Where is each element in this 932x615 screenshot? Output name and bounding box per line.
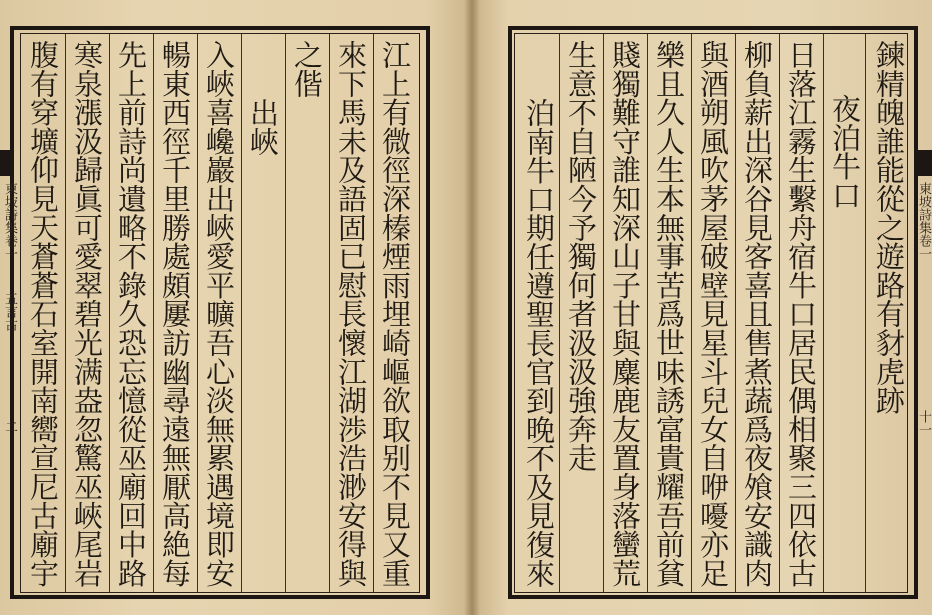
text-column: 與酒朔風吹茅屋破壁見星斗兒女自咿嚘亦足: [696, 40, 730, 588]
fishtail-mark: [914, 150, 932, 176]
book-gutter: [464, 0, 480, 615]
text-column: 泊南牛口期任遵聖長官到晚不及見復來: [522, 98, 556, 588]
text-column: 日落江霧生繫舟宿牛口居民偶相聚三四依古: [784, 40, 818, 588]
column-rule: [559, 34, 560, 592]
column-rule: [603, 34, 604, 592]
text-column: 先上前詩尚遺略不錄久恐忘憶從巫廟回中路: [114, 40, 148, 588]
margin-page-number: 二: [2, 420, 17, 433]
text-column: 之偕: [290, 40, 324, 98]
text-column: 來下馬未及語固已慰長懷江湖渉浩渺安得與: [334, 40, 368, 588]
column-rule: [647, 34, 648, 592]
margin-book-title: 東坡詩集卷一: [916, 182, 931, 260]
column-rule: [109, 34, 110, 592]
column-rule: [373, 34, 374, 592]
text-column: 樂且久人生本無事苦爲世味誘富貴耀吾前貧: [652, 40, 686, 588]
text-column: 暢東西徑千里勝處頗屢訪幽尋遠無厭高絶每: [158, 40, 192, 588]
column-rule: [823, 34, 824, 592]
column-rule: [329, 34, 330, 592]
text-column: 江上有微徑深榛煙雨埋崎嶇欲取别不見又重: [378, 40, 412, 588]
column-rule: [197, 34, 198, 592]
fishtail-mark: [0, 150, 10, 176]
column-rule: [65, 34, 66, 592]
text-column: 鍊精魄誰能從之遊路有豺虎跡: [872, 40, 906, 415]
column-rule: [865, 34, 866, 592]
right-page-text-block: [514, 33, 908, 593]
poem-title: 出峽: [246, 98, 280, 156]
column-rule: [285, 34, 286, 592]
text-column: 生意不自陋今予獨何者汲汲強奔走: [564, 40, 598, 473]
poem-title: 夜泊牛口: [828, 94, 862, 210]
column-rule: [241, 34, 242, 592]
margin-page-number: 十一: [916, 410, 931, 436]
column-rule: [153, 34, 154, 592]
left-page-text-block: [20, 33, 420, 593]
column-rule: [735, 34, 736, 592]
text-column: 入峽喜巉巖出峽愛平曠吾心淡無累遇境即安: [202, 40, 236, 588]
column-rule: [779, 34, 780, 592]
margin-section-label: 五言古: [2, 292, 17, 331]
margin-book-title: 東坡詩集卷一: [2, 182, 17, 260]
column-rule: [691, 34, 692, 592]
text-column: 柳負薪出深谷見客喜且售煮蔬爲夜飧安識肉: [740, 40, 774, 588]
text-column: 腹有穿壙仰見天蒼蒼石室開南嚮宣尼古廟宇: [26, 40, 60, 588]
text-column: 賤獨難守誰知深山子甘與麋鹿友置身落蠻荒: [608, 40, 642, 588]
text-column: 寒泉漲汲歸眞可愛翠碧光满盎忽驚巫峽尾岩: [70, 40, 104, 588]
